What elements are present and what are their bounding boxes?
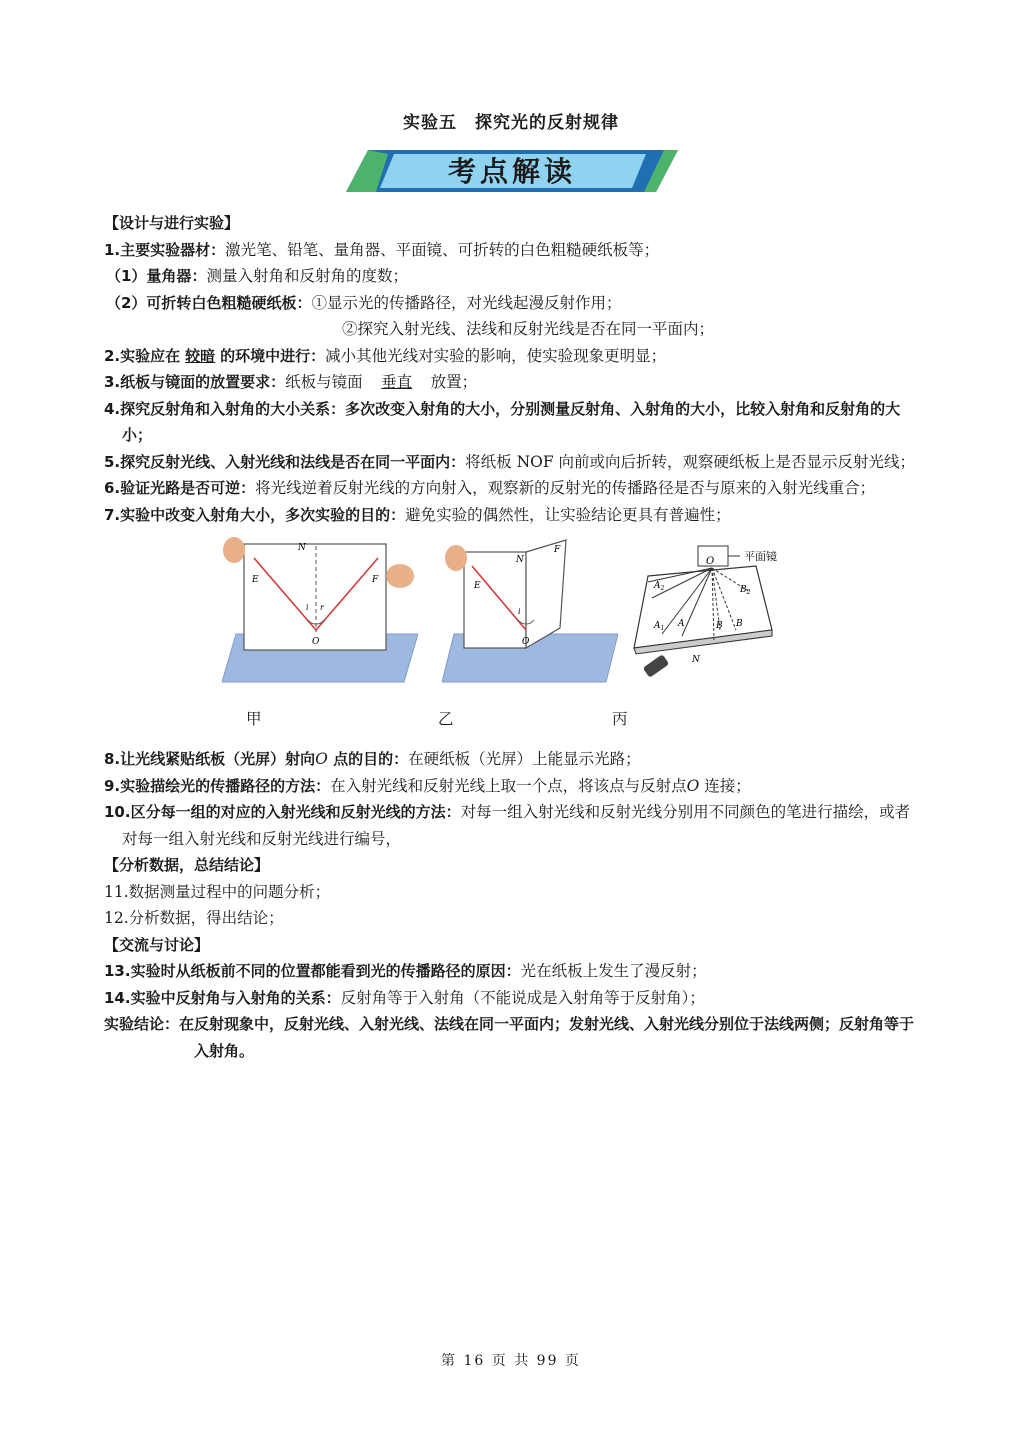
item-4: 4.探究反射角和入射角的大小关系：多次改变入射角的大小，分别测量反射角、入射角的大小，比较入射角和反射角的大小；: [104, 399, 901, 444]
item-11: 11.数据测量过程中的问题分析；: [104, 882, 331, 901]
label-A: A: [678, 619, 685, 629]
label-i: i: [518, 607, 521, 616]
label-N: N: [298, 543, 306, 553]
item-9: 9.实验描绘光的传播路径的方法：在入射光线和反射光线上取一个点，将该点与反射点O 连接；: [104, 776, 751, 795]
label-B2: $B_2$: [740, 585, 751, 596]
label-O: O: [522, 637, 530, 647]
figure-row: [104, 536, 924, 746]
item-1a: （1）量角器：测量入射角和反射角的度数；: [106, 267, 408, 285]
item-1b-note: ②探究入射光线、法线和反射光线是否在同一平面内；: [342, 320, 715, 338]
item-8: 8.让光线紧贴纸板（光屏）射向O 点的目的：在硬纸板（光屏）上能显示光路；: [104, 750, 641, 768]
item-2: 2.实验应在 较暗 的环境中进行：减小其他光线对实验的影响，使实验现象更明显；: [104, 343, 924, 370]
label-F: F: [372, 575, 379, 585]
hand-left: [223, 537, 245, 563]
label-A1: $A_1$: [654, 621, 665, 632]
label-F: F: [554, 545, 561, 555]
label-E: E: [252, 575, 259, 585]
caption-yi: 乙: [438, 710, 454, 728]
item-3: 3.纸板与镜面的放置要求：纸板与镜面 垂直 放置；: [104, 369, 924, 396]
banner: [346, 150, 678, 192]
page-footer: 第 16 页 共 99 页: [441, 1353, 581, 1369]
item-13: 13.实验时从纸板前不同的位置都能看到光的传播路径的原因：光在纸板上发生了漫反射；: [104, 962, 707, 980]
item-12: 12.分析数据，得出结论；: [104, 909, 284, 927]
label-E: E: [474, 581, 481, 591]
content: [104, 210, 924, 1064]
section-heading-discussion: 【交流与讨论】: [104, 935, 210, 954]
item-7: 7.实验中改变入射角大小，多次实验的目的：避免实验的偶然性，让实验结论更具有普遍性；: [104, 505, 731, 524]
section-heading-design: 【设计与进行实验】: [104, 214, 240, 232]
caption-bing: 丙: [612, 710, 628, 728]
item-6: 6.验证光路是否可逆：将光线逆着反射光线的方向射入，观察新的反射光的传播路径是否与原来的入射光线重合；: [104, 479, 876, 497]
label-r: r: [320, 603, 324, 612]
caption-jia: 甲: [246, 710, 262, 728]
label-O: O: [706, 556, 715, 567]
hand: [445, 545, 467, 571]
label-N: N: [692, 655, 700, 665]
label-N: N: [516, 555, 524, 565]
figure-yi: [442, 536, 618, 686]
hand-right: [386, 564, 414, 588]
banner-text: 考点解读: [447, 155, 577, 188]
figure-jia: [222, 536, 418, 686]
experiment-conclusion: 实验结论：在反射现象中，反射光线、入射光线、法线在同一平面内；发射光线、入射光线分别位于法线两侧；反射角等于入射角。: [104, 1015, 915, 1060]
paper-board-right-folded: [526, 540, 566, 648]
item-1b: （2）可折转白色粗糙硬纸板：①显示光的传播路径，对光线起漫反射作用；: [106, 293, 622, 312]
label-B: B: [716, 621, 723, 631]
item-10: 10.区分每一组的对应的入射光线和反射光线的方法：对每一组入射光线和反射光线分别用不同颜色的笔进行描绘，或者对每一组入射光线和反射光线进行编号，: [104, 803, 911, 848]
blank-answer: 较暗: [185, 346, 216, 365]
laser-pointer: [643, 654, 670, 678]
item-5: 5.探究反射光线、入射光线和法线是否在同一平面内：将纸板 NOF 向前或向后折转，观察硬纸板上是否显示反射光线；: [104, 452, 916, 471]
figure-bing: [632, 536, 828, 686]
item-1: 1.主要实验器材：激光笔、铅笔、量角器、平面镜、可折转的白色粗糙硬纸板等；: [104, 240, 660, 259]
blank-answer: 垂直: [381, 373, 413, 391]
section-heading-analysis: 【分析数据，总结结论】: [104, 856, 270, 874]
paper-board: [244, 544, 386, 650]
label-A2: $A_2$: [654, 581, 665, 592]
label-mirror: 平面镜: [744, 550, 777, 563]
label-B1: B: [736, 619, 743, 629]
label-i: i: [306, 603, 309, 612]
page-title: 实验五 探究光的反射规律: [403, 113, 619, 133]
item-14: 14.实验中反射角与入射角的关系：反射角等于入射角（不能说成是入射角等于反射角）；: [104, 988, 705, 1007]
label-O: O: [312, 637, 320, 647]
